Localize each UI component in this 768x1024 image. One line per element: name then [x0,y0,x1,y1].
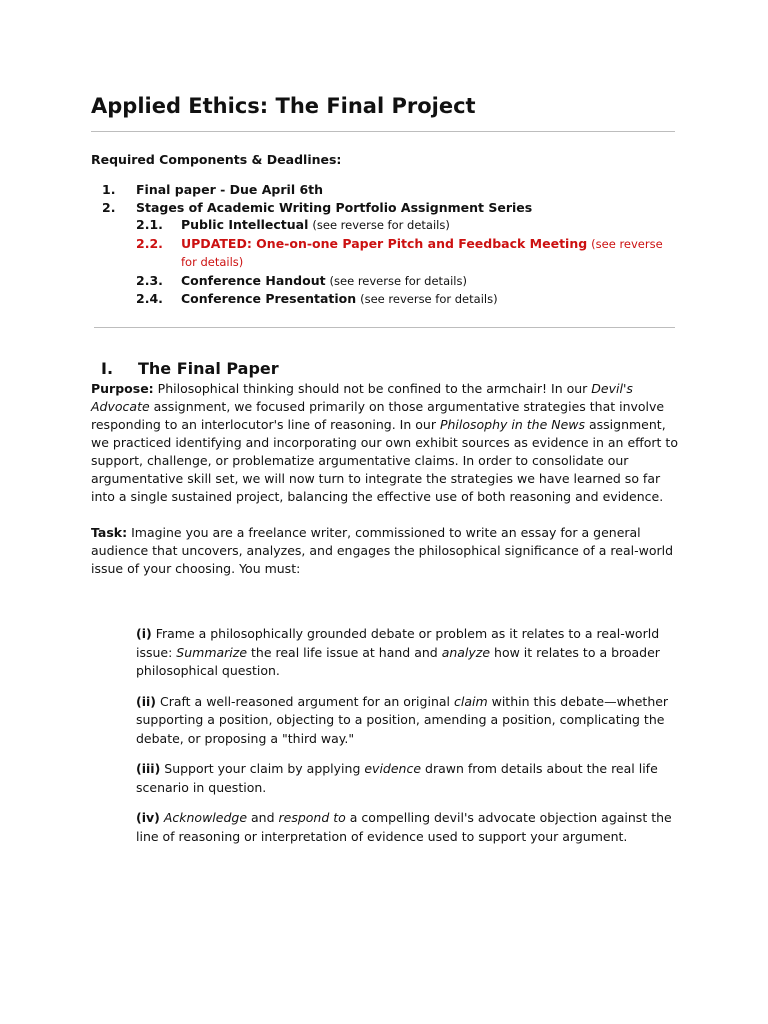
components-list [91,181,681,309]
requirement-text: within this debate—whether supporting a position, objecting to a position, amending a position, complicating the debate, or proposing a "third way." [136,693,669,746]
requirement-emphasis: claim [453,693,488,709]
purpose-emphasis: Philosophy in the News [439,417,586,432]
sublist-item-label: Conference Handout [181,272,326,288]
task-requirement-i [136,625,676,681]
purpose-text: Philosophical thinking should not be confined to the armchair! In our [153,381,592,396]
title-divider [91,131,675,132]
requirement-number: (iii) [136,761,161,776]
requirement-emphasis: respond to [278,810,346,825]
requirement-text: drawn from details about the real life scenario in question. [136,761,658,795]
sublist-item-note: (see reverse for details) [360,292,498,306]
sublist-number: 2.4. [136,291,163,306]
sublist-item-conference-presentation [91,290,681,309]
task-paragraph [91,524,681,578]
list-item-label: Final paper - Due April 6th [136,182,324,197]
sublist-item-note: (see reverse for details) [329,273,467,288]
section-number: I. [101,359,114,379]
requirement-emphasis: Summarize [176,644,248,660]
purpose-label: Purpose: [91,381,154,396]
list-item-label: Stages of Academic Writing Portfolio Assignment Series [136,199,533,215]
requirement-emphasis: Acknowledge [163,810,248,825]
sublist-item-label: Public Intellectual [181,217,309,232]
page-title: Applied Ethics: The Final Project [91,94,476,118]
task-text: Imagine you are a freelance writer, commissioned to write an essay for a general audience that uncovers, analyzes, and engages the philosophical significance of a real-world issue of your choosing. You must: [91,525,674,576]
requirement-text: and [247,810,279,825]
purpose-text: assignment, we practiced identifying and incorporating our own exhibit sources as evidence in an effort to support, challenge, or problematize argumentative claims. In order to consolidate our argumentative skill set, we will now turn to integrate the strategies we have learned so far into a single sustained project, balancing the effective use of both reasoning and evidence. [91,417,678,504]
requirement-text: Support your claim by applying [160,761,365,776]
list-number: 2. [102,199,116,215]
requirement-number: (i) [136,626,152,641]
sublist-item-label: UPDATED: One-on-one Paper Pitch and Feedback Meeting [181,235,588,251]
requirement-emphasis: evidence [364,761,422,776]
section-title: The Final Paper [138,359,279,379]
requirement-text: Craft a well-reasoned argument for an original [156,693,454,709]
sublist-number: 2.2. [136,235,163,251]
section-heading [101,359,279,378]
requirement-text: how it relates to a broader philosophical question. [136,644,660,678]
sublist-item-conference-handout [91,272,681,291]
sublist-number: 2.1. [136,217,163,232]
list-item-final-paper [91,181,681,199]
requirement-emphasis: analyze [441,644,491,660]
section-divider [94,327,675,328]
requirement-number: (iv) [136,810,160,825]
sublist-item-public-intellectual [91,216,681,235]
requirement-text: the real life issue at hand and [247,644,442,660]
purpose-text: assignment, we focused primarily on those argumentative strategies that involve responding to an interlocutor's line of reasoning. In our [91,399,665,432]
list-number: 1. [102,182,116,197]
list-item-portfolio-series [91,199,681,217]
task-requirements-list [136,625,676,858]
sublist-item-note: (see reverse for details) [312,218,450,232]
task-requirement-ii [136,693,676,749]
requirement-text: a compelling devil's advocate objection against the line of reasoning or interpretation of evidence used to support your argument. [136,810,672,844]
task-requirement-iv [136,809,676,846]
sublist-item-note: (see reverse for details) [181,236,663,269]
task-requirement-iii [136,760,676,797]
sublist-number: 2.3. [136,272,163,288]
sublist-item-paper-pitch-meeting [91,235,681,272]
purpose-emphasis: Devil's Advocate [91,381,633,414]
sublist-item-label: Conference Presentation [181,291,357,306]
requirement-text: Frame a philosophically grounded debate or problem as it relates to a real-world issue: [136,626,660,660]
purpose-paragraph [91,380,681,506]
requirement-number: (ii) [136,693,156,709]
task-label: Task: [91,525,128,540]
requirements-heading: Required Components & Deadlines: [91,152,342,167]
